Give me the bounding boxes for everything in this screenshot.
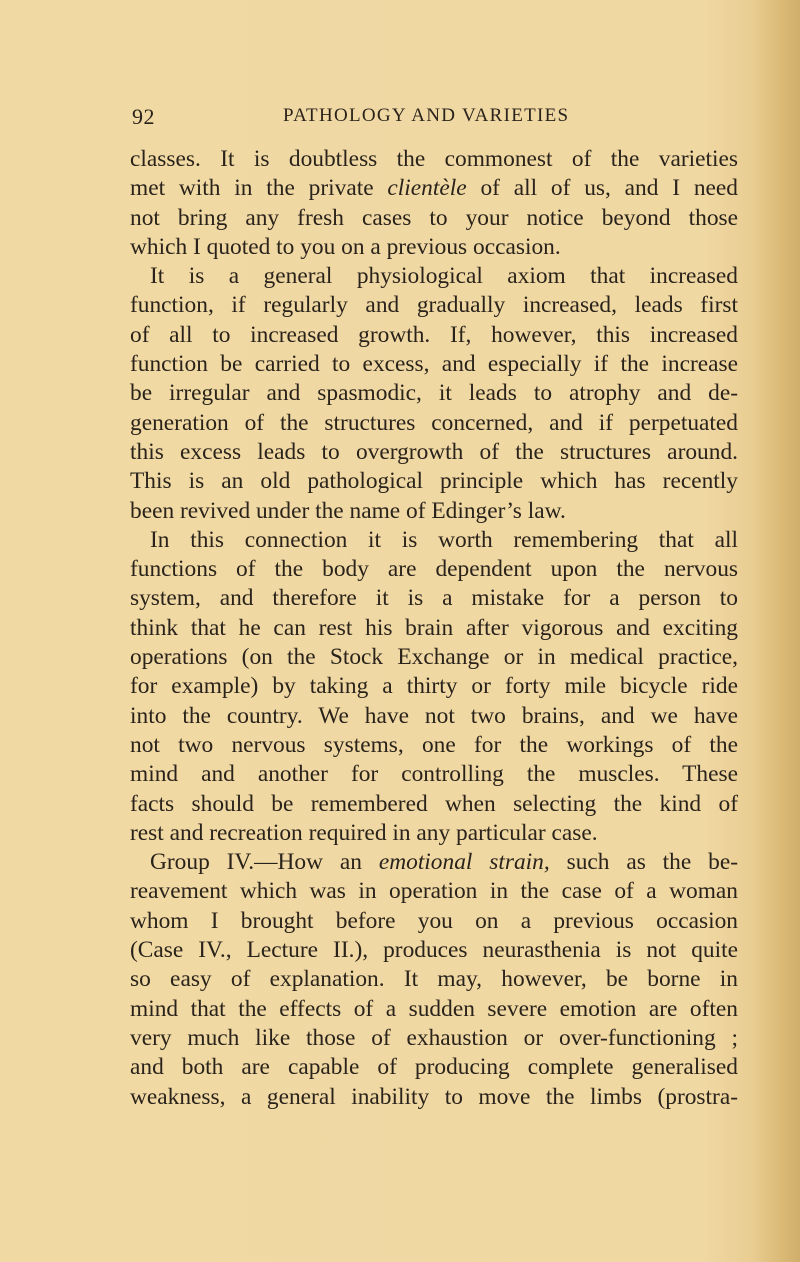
text-line: Group IV.—How an emotional strain, such as the be- (150, 849, 738, 876)
text-line: generation of the structures concerned, and if perpetuated (130, 409, 738, 436)
running-head: PATHOLOGY AND VARIETIES (283, 105, 570, 126)
text-line: system, and therefore it is a mistake for a person to (130, 585, 738, 612)
text-line: function, if regularly and gradually increased, leads first (130, 292, 738, 319)
text-line: In this connection it is worth remembering that all (150, 526, 738, 553)
text-line: not two nervous systems, one for the workings of the (130, 731, 738, 758)
text-line: weakness, a general inability to move the limbs (prostra- (130, 1083, 738, 1110)
italic-term: clientèle (387, 175, 467, 202)
text-line: facts should be remembered when selecting the kind of (130, 790, 738, 817)
text-line: operations (on the Stock Exchange or in medical practice, (130, 644, 738, 671)
text-line: be irregular and spasmodic, it leads to atrophy and de- (130, 380, 738, 407)
text-line: this excess leads to overgrowth of the structures around. (130, 438, 738, 465)
text-line: (Case IV., Lecture II.), produces neurasthenia is not quite (130, 937, 738, 964)
page-number: 92 (132, 104, 155, 129)
text-line: rest and recreation required in any particular case. (130, 819, 598, 846)
text-line: mind and another for controlling the muscles. These (130, 761, 738, 788)
text-line: of all to increased growth. If, however, this increased (130, 321, 738, 348)
text-line: classes. It is doubtless the commonest of the varieties (130, 146, 738, 172)
body-text (130, 145, 738, 1112)
text-line: so easy of explanation. It may, however, be borne in (130, 966, 738, 993)
text-line: been revived under the name of Edinger’s law. (130, 497, 566, 524)
text-line: into the country. We have not two brains, and we have (130, 702, 738, 729)
text-line: very much like those of exhaustion or over-functioning ; (130, 1024, 738, 1051)
text-line: reavement which was in operation in the case of a woman (130, 878, 738, 905)
page-header (128, 104, 738, 134)
text-line: and both are capable of producing complete generalised (130, 1054, 738, 1081)
text-line: not bring any fresh cases to your notice beyond those (130, 204, 738, 231)
text-line: think that he can rest his brain after vigorous and exciting (130, 614, 738, 641)
text-line: function be carried to excess, and especially if the increase (130, 351, 738, 378)
text-line: It is a general physiological axiom that increased (150, 263, 738, 290)
italic-term: emotional strain, (378, 849, 550, 876)
text-line: met with in the private clientèle of all of us, and I need (130, 175, 739, 202)
text-line: for example) by taking a thirty or forty mile bicycle ride (130, 673, 738, 700)
text-line: whom I brought before you on a previous occasion (130, 907, 738, 934)
text-line: functions of the body are dependent upon the nervous (130, 556, 738, 583)
text-line: mind that the effects of a sudden severe emotion are often (130, 995, 738, 1022)
text-line: which I quoted to you on a previous occasion. (130, 233, 561, 260)
text-line: This is an old pathological principle which has recently (130, 468, 738, 495)
